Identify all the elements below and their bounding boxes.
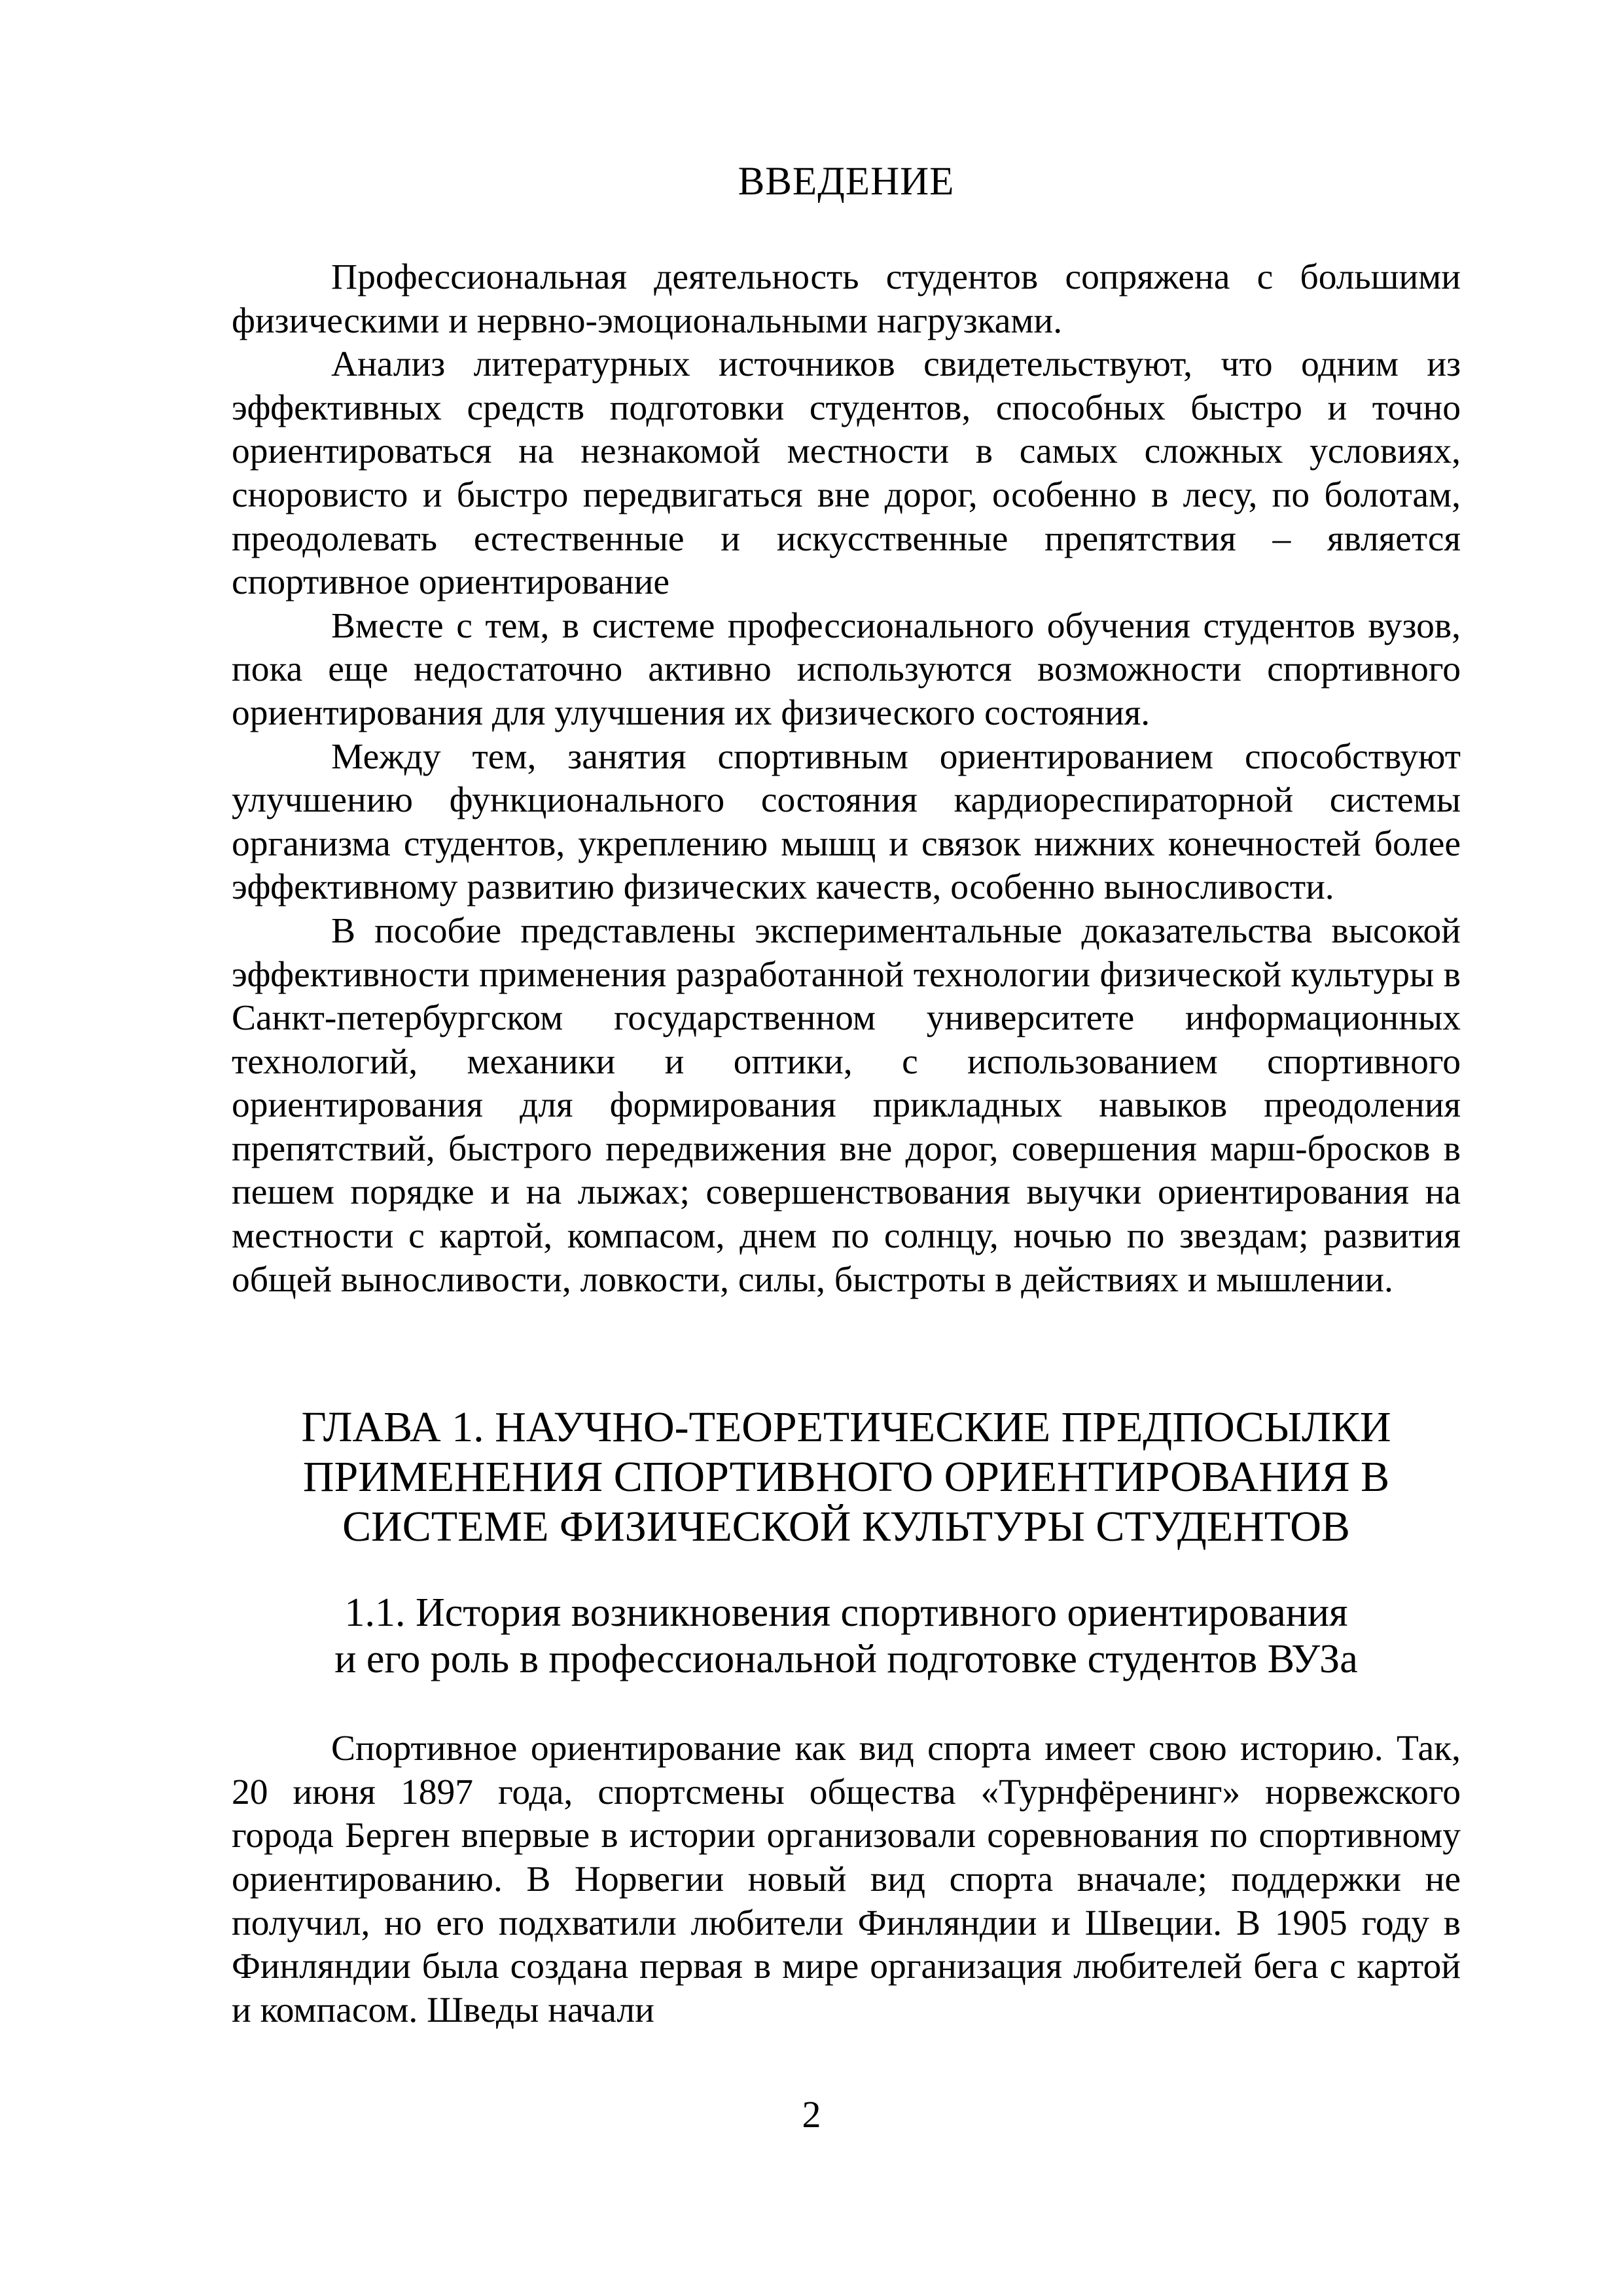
introduction-heading: ВВЕДЕНИЕ [738, 160, 955, 204]
history-paragraph: Спортивное ориентирование как вид спорта имеет свою историю. Так, 20 июня 1897 года, спортсмены общества «Турнфёренинг» норвежского города Берген впервые в истории организовали соревнования по спортивному ориентированию. В Норвегии новый вид спорта вначале; поддержки не получил, но его подхватили любители Финляндии и Швеции. В 1905 году в Финляндии была создана первая в мире организация любителей бега с картой и компасом. Шведы начали [232, 1729, 1461, 2030]
intro-paragraph-1: Профессиональная деятельность студентов сопряжена с большими физическими и нервно-эмоциональными нагрузками. [232, 257, 1461, 341]
intro-paragraph-2: Анализ литературных источников свидетельствуют, что одним из эффективных средств подготовки студентов, способных быстро и точно ориентироваться на незнакомой местности в самых сложных условиях, сноровисто и быстро передвигаться вне дорог, особенно в лесу, по болотам, преодолевать естественные и искусственные препятствия – является спортивное ориентирование [232, 344, 1461, 603]
history-body [232, 1727, 1461, 2032]
intro-paragraph-3: Вместе с тем, в системе профессионального обучения студентов вузов, пока еще недостаточно активно используются возможности спортивного ориентирования для улучшения их физического состояния. [232, 605, 1461, 733]
intro-paragraph-4: Между тем, занятия спортивным ориентированием способствуют улучшению функционального состояния кардиореспираторной системы организма студентов, укреплению мышц и связок нижних конечностей более эффективному развитию физических качеств, особенно выносливости. [232, 736, 1461, 908]
subsection-heading [232, 1590, 1461, 1683]
subsection-heading-line-1: 1.1. История возникновения спортивного ориентирования [344, 1590, 1348, 1636]
intro-paragraph-5: В пособие представлены экспериментальные доказательства высокой эффективности применения разработанной технологии физической культуры в Санкт-петербургском государственном университете информационных технологий, механики и оптики, с использованием спортивного ориентирования для формирования прикладных навыков преодоления препятствий, быстрого передвижения вне дорог, совершения марш-бросков в пешем порядке и на лыжах; совершенствования выучки ориентирования на местности с картой, компасом, днем по солнцу, ночью по звездам; развития общей выносливости, ловкости, силы, быстроты в действиях и мышлении. [232, 910, 1461, 1300]
chapter-heading [232, 1403, 1461, 1552]
page-number: 2 [802, 2093, 821, 2136]
chapter-heading-line-2: ПРИМЕНЕНИЯ СПОРТИВНОГО ОРИЕНТИРОВАНИЯ В [302, 1453, 1390, 1501]
introduction-body [232, 256, 1461, 1302]
chapter-heading-line-3: СИСТЕМЕ ФИЗИЧЕСКОЙ КУЛЬТУРЫ СТУДЕНТОВ [342, 1503, 1350, 1551]
subsection-heading-line-2: и его роль в профессиональной подготовке студентов ВУЗа [334, 1637, 1358, 1682]
document-page [232, 156, 1461, 2032]
chapter-heading-line-1: ГЛАВА 1. НАУЧНО-ТЕОРЕТИЧЕСКИЕ ПРЕДПОСЫЛКИ [301, 1403, 1391, 1452]
